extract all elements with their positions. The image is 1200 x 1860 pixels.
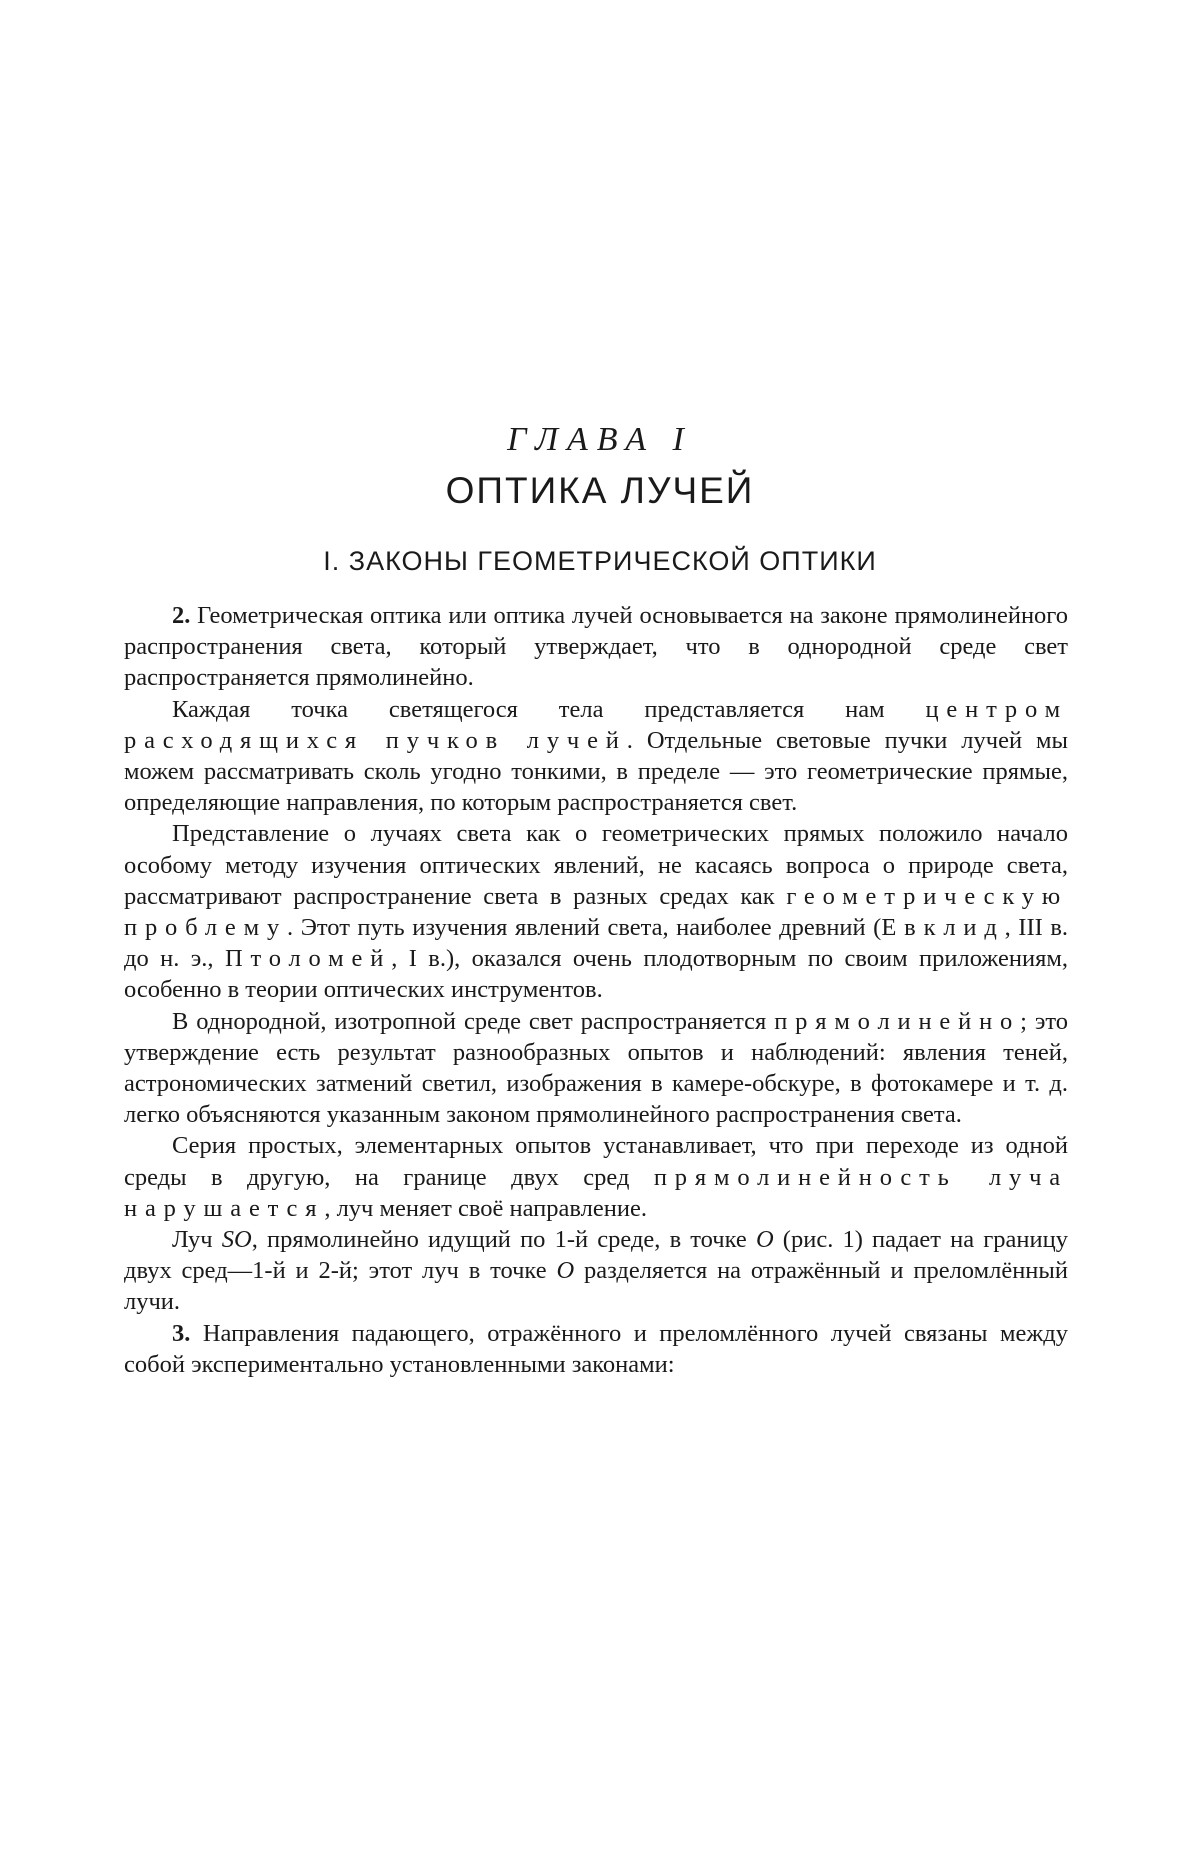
- paragraph-text: , III в. до н. э.,: [124, 914, 1069, 973]
- spaced-emphasis: Птоломей: [224, 945, 392, 973]
- body-text: [124, 600, 1068, 1380]
- paragraph-text: . Этот путь изучения явлений света, наиболее древний (: [287, 914, 882, 942]
- paragraph-text: (рис. 1) падает на границу двух сред—1-й и 2-й; этот луч в точке: [124, 1226, 1069, 1285]
- paragraph-boundary: [124, 1130, 1068, 1224]
- ray-label: SO: [221, 1226, 252, 1254]
- paragraph-3: [124, 1318, 1068, 1380]
- chapter-label: ГЛАВА I: [507, 421, 693, 458]
- paragraph-text: Представление о лучаях света как о геометрических прямых положило начало особому методу изучения оптических явлений, не касаясь вопроса о природе света, рассматривают распространение света в разных средах как: [124, 820, 1068, 910]
- paragraph-text: Серия простых, элементарных опытов устанавливает, что при переходе из одной среды в другую, на границе двух сред: [124, 1132, 1068, 1191]
- paragraph-2: [124, 600, 1068, 694]
- point-label: O: [556, 1257, 575, 1285]
- paragraph-text: В однородной, изотропной среде свет распространяется: [172, 1007, 775, 1035]
- spaced-emphasis: геометрическую проблему: [124, 882, 1068, 942]
- chapter-title: ОПТИКА ЛУЧЕЙ: [445, 470, 755, 511]
- paragraph-point-source: [124, 694, 1068, 819]
- paragraph-rectilinear: [124, 1006, 1068, 1131]
- spaced-emphasis: центром расходящихся пучков лучей: [124, 695, 1068, 754]
- paragraph-ray-so: [124, 1224, 1068, 1318]
- spaced-emphasis: прямолинейность луча нарушается: [124, 1163, 1068, 1222]
- spaced-emphasis: прямолинейно: [774, 1007, 1021, 1035]
- paragraph-number: 2.: [172, 602, 191, 629]
- section-title: I. ЗАКОНЫ ГЕОМЕТРИЧЕСКОЙ ОПТИКИ: [323, 546, 877, 576]
- point-label: O: [755, 1226, 774, 1254]
- paragraph-number: 3.: [172, 1319, 191, 1347]
- paragraph-text: , I в.), оказался очень плодотворным по своим приложениям, особенно в теории оптических инструментов.: [124, 945, 1068, 1004]
- paragraph-text: разделяется на отражённый и преломлённый лучи.: [124, 1257, 1068, 1316]
- paragraph-text: Луч: [172, 1226, 222, 1254]
- paragraph-text: , луч меняет своё направление.: [324, 1194, 647, 1222]
- paragraph-text: ; это утверждение есть результат разнообразных опытов и наблюдений: явления теней, астрономических затмений светил, изображения в камере-обскуре, в фотокамере и т. д. легко объясняются указанным законом прямолинейного распространения света.: [124, 1007, 1068, 1129]
- paragraph-text: Каждая точка светящегося тела представляется нам: [172, 695, 926, 723]
- paragraph-text: Геометрическая оптика или оптика лучей основывается на законе прямолинейного распространения света, который утверждает, что в однородной среде свет распространяется прямолинейно.: [124, 602, 1068, 692]
- paragraph-text: , прямолинейно идущий по 1-й среде, в точке: [251, 1226, 756, 1254]
- paragraph-geometric-method: [124, 818, 1068, 1005]
- paragraph-text: . Отдельные световые пучки лучей мы можем рассматривать сколь угодно тонкими, в пределе — это геометрические прямые, определяющие направления, по которым распространяется свет.: [124, 726, 1068, 817]
- paragraph-text: Направления падающего, отражённого и преломлённого лучей связаны между собой экспериментально установленными законами:: [124, 1319, 1068, 1378]
- spaced-emphasis: Евклид: [881, 914, 1005, 942]
